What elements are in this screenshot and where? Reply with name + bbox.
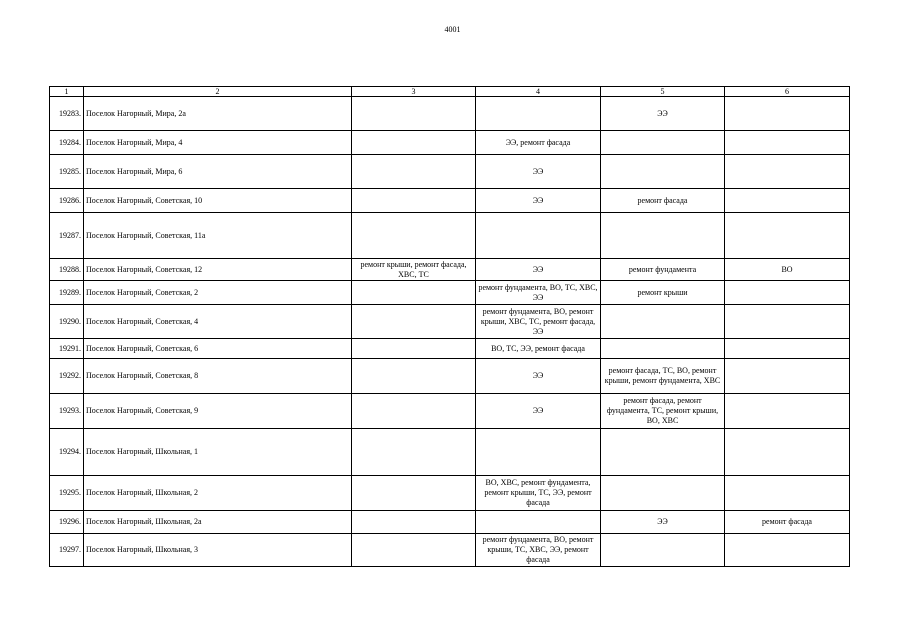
row-number: 19288. [50,259,84,281]
cell-col-4: ЭЭ [476,394,601,429]
row-address: Поселок Нагорный, Советская, 10 [84,189,352,213]
cell-col-4: ЭЭ [476,259,601,281]
row-number: 19287. [50,213,84,259]
cell-col-4 [476,97,601,131]
cell-col-6 [725,359,850,394]
header-col-2: 2 [84,87,352,97]
row-number: 19292. [50,359,84,394]
cell-col-6 [725,429,850,476]
table-row [50,339,850,359]
cell-col-5: ремонт фасада, ТС, ВО, ремонт крыши, ремонт фундамента, ХВС [601,359,725,394]
cell-col-5 [601,429,725,476]
cell-col-6 [725,213,850,259]
cell-col-5 [601,476,725,511]
table-row [50,476,850,511]
row-number: 19295. [50,476,84,511]
row-address: Поселок Нагорный, Советская, 6 [84,339,352,359]
table-row [50,429,850,476]
cell-col-5: ремонт фасада [601,189,725,213]
cell-col-3 [352,476,476,511]
cell-col-5: ЭЭ [601,511,725,534]
cell-col-6 [725,97,850,131]
cell-col-6: ВО [725,259,850,281]
cell-col-5 [601,534,725,567]
cell-col-3 [352,155,476,189]
table-row [50,281,850,305]
table-row [50,97,850,131]
cell-col-4 [476,511,601,534]
cell-col-6 [725,339,850,359]
cell-col-6 [725,394,850,429]
cell-col-5: ремонт крыши [601,281,725,305]
cell-col-3 [352,281,476,305]
cell-col-5 [601,131,725,155]
row-address: Поселок Нагорный, Школьная, 2а [84,511,352,534]
cell-col-5 [601,213,725,259]
cell-col-5 [601,155,725,189]
row-number: 19286. [50,189,84,213]
page-number: 4001 [444,25,461,34]
cell-col-6 [725,131,850,155]
cell-col-5: ремонт фасада, ремонт фундамента, ТС, ремонт крыши, ВО, ХВС [601,394,725,429]
table-row [50,359,850,394]
table-row [50,189,850,213]
row-number: 19284. [50,131,84,155]
row-number: 19296. [50,511,84,534]
row-address: Поселок Нагорный, Советская, 9 [84,394,352,429]
cell-col-4: ремонт фундамента, ВО, ТС, ХВС, ЭЭ [476,281,601,305]
cell-col-4: ремонт фундамента, ВО, ремонт крыши, ХВС, ТС, ремонт фасада, ЭЭ [476,305,601,339]
cell-col-6 [725,534,850,567]
cell-col-4 [476,429,601,476]
header-col-1: 1 [50,87,84,97]
header-col-6: 6 [725,87,850,97]
cell-col-4: ЭЭ [476,359,601,394]
cell-col-3 [352,511,476,534]
cell-col-5 [601,305,725,339]
row-number: 19290. [50,305,84,339]
table-row [50,213,850,259]
row-number: 19289. [50,281,84,305]
cell-col-6 [725,189,850,213]
cell-col-6: ремонт фасада [725,511,850,534]
cell-col-6 [725,305,850,339]
row-address: Поселок Нагорный, Мира, 4 [84,131,352,155]
cell-col-4: ремонт фундамента, ВО, ремонт крыши, ТС, ХВС, ЭЭ, ремонт фасада [476,534,601,567]
row-address: Поселок Нагорный, Школьная, 2 [84,476,352,511]
cell-col-6 [725,155,850,189]
row-address: Поселок Нагорный, Советская, 4 [84,305,352,339]
row-address: Поселок Нагорный, Школьная, 3 [84,534,352,567]
header-row [50,87,850,97]
row-number: 19294. [50,429,84,476]
cell-col-4: ВО, ТС, ЭЭ, ремонт фасада [476,339,601,359]
cell-col-5: ЭЭ [601,97,725,131]
cell-col-4: ЭЭ, ремонт фасада [476,131,601,155]
cell-col-3 [352,534,476,567]
cell-col-3 [352,429,476,476]
row-address: Поселок Нагорный, Советская, 12 [84,259,352,281]
row-address: Поселок Нагорный, Советская, 8 [84,359,352,394]
registry-table [49,86,850,567]
row-number: 19293. [50,394,84,429]
cell-col-4: ЭЭ [476,155,601,189]
cell-col-4 [476,213,601,259]
cell-col-3 [352,394,476,429]
row-number: 19283. [50,97,84,131]
row-address: Поселок Нагорный, Советская, 11а [84,213,352,259]
cell-col-6 [725,281,850,305]
cell-col-5: ремонт фундамента [601,259,725,281]
cell-col-5 [601,339,725,359]
cell-col-4: ВО, ХВС, ремонт фундамента, ремонт крыши, ТС, ЭЭ, ремонт фасада [476,476,601,511]
table-row [50,131,850,155]
row-address: Поселок Нагорный, Мира, 6 [84,155,352,189]
table-row [50,511,850,534]
row-address: Поселок Нагорный, Школьная, 1 [84,429,352,476]
row-number: 19297. [50,534,84,567]
row-number: 19291. [50,339,84,359]
row-address: Поселок Нагорный, Мира, 2а [84,97,352,131]
cell-col-3: ремонт крыши, ремонт фасада, ХВС, ТС [352,259,476,281]
cell-col-3 [352,213,476,259]
table-row [50,394,850,429]
table-row [50,305,850,339]
cell-col-3 [352,189,476,213]
row-address: Поселок Нагорный, Советская, 2 [84,281,352,305]
cell-col-3 [352,339,476,359]
cell-col-3 [352,305,476,339]
cell-col-3 [352,131,476,155]
table-row [50,155,850,189]
header-col-5: 5 [601,87,725,97]
table-row [50,534,850,567]
header-col-4: 4 [476,87,601,97]
table-row [50,259,850,281]
cell-col-3 [352,359,476,394]
row-number: 19285. [50,155,84,189]
header-col-3: 3 [352,87,476,97]
cell-col-6 [725,476,850,511]
cell-col-3 [352,97,476,131]
cell-col-4: ЭЭ [476,189,601,213]
